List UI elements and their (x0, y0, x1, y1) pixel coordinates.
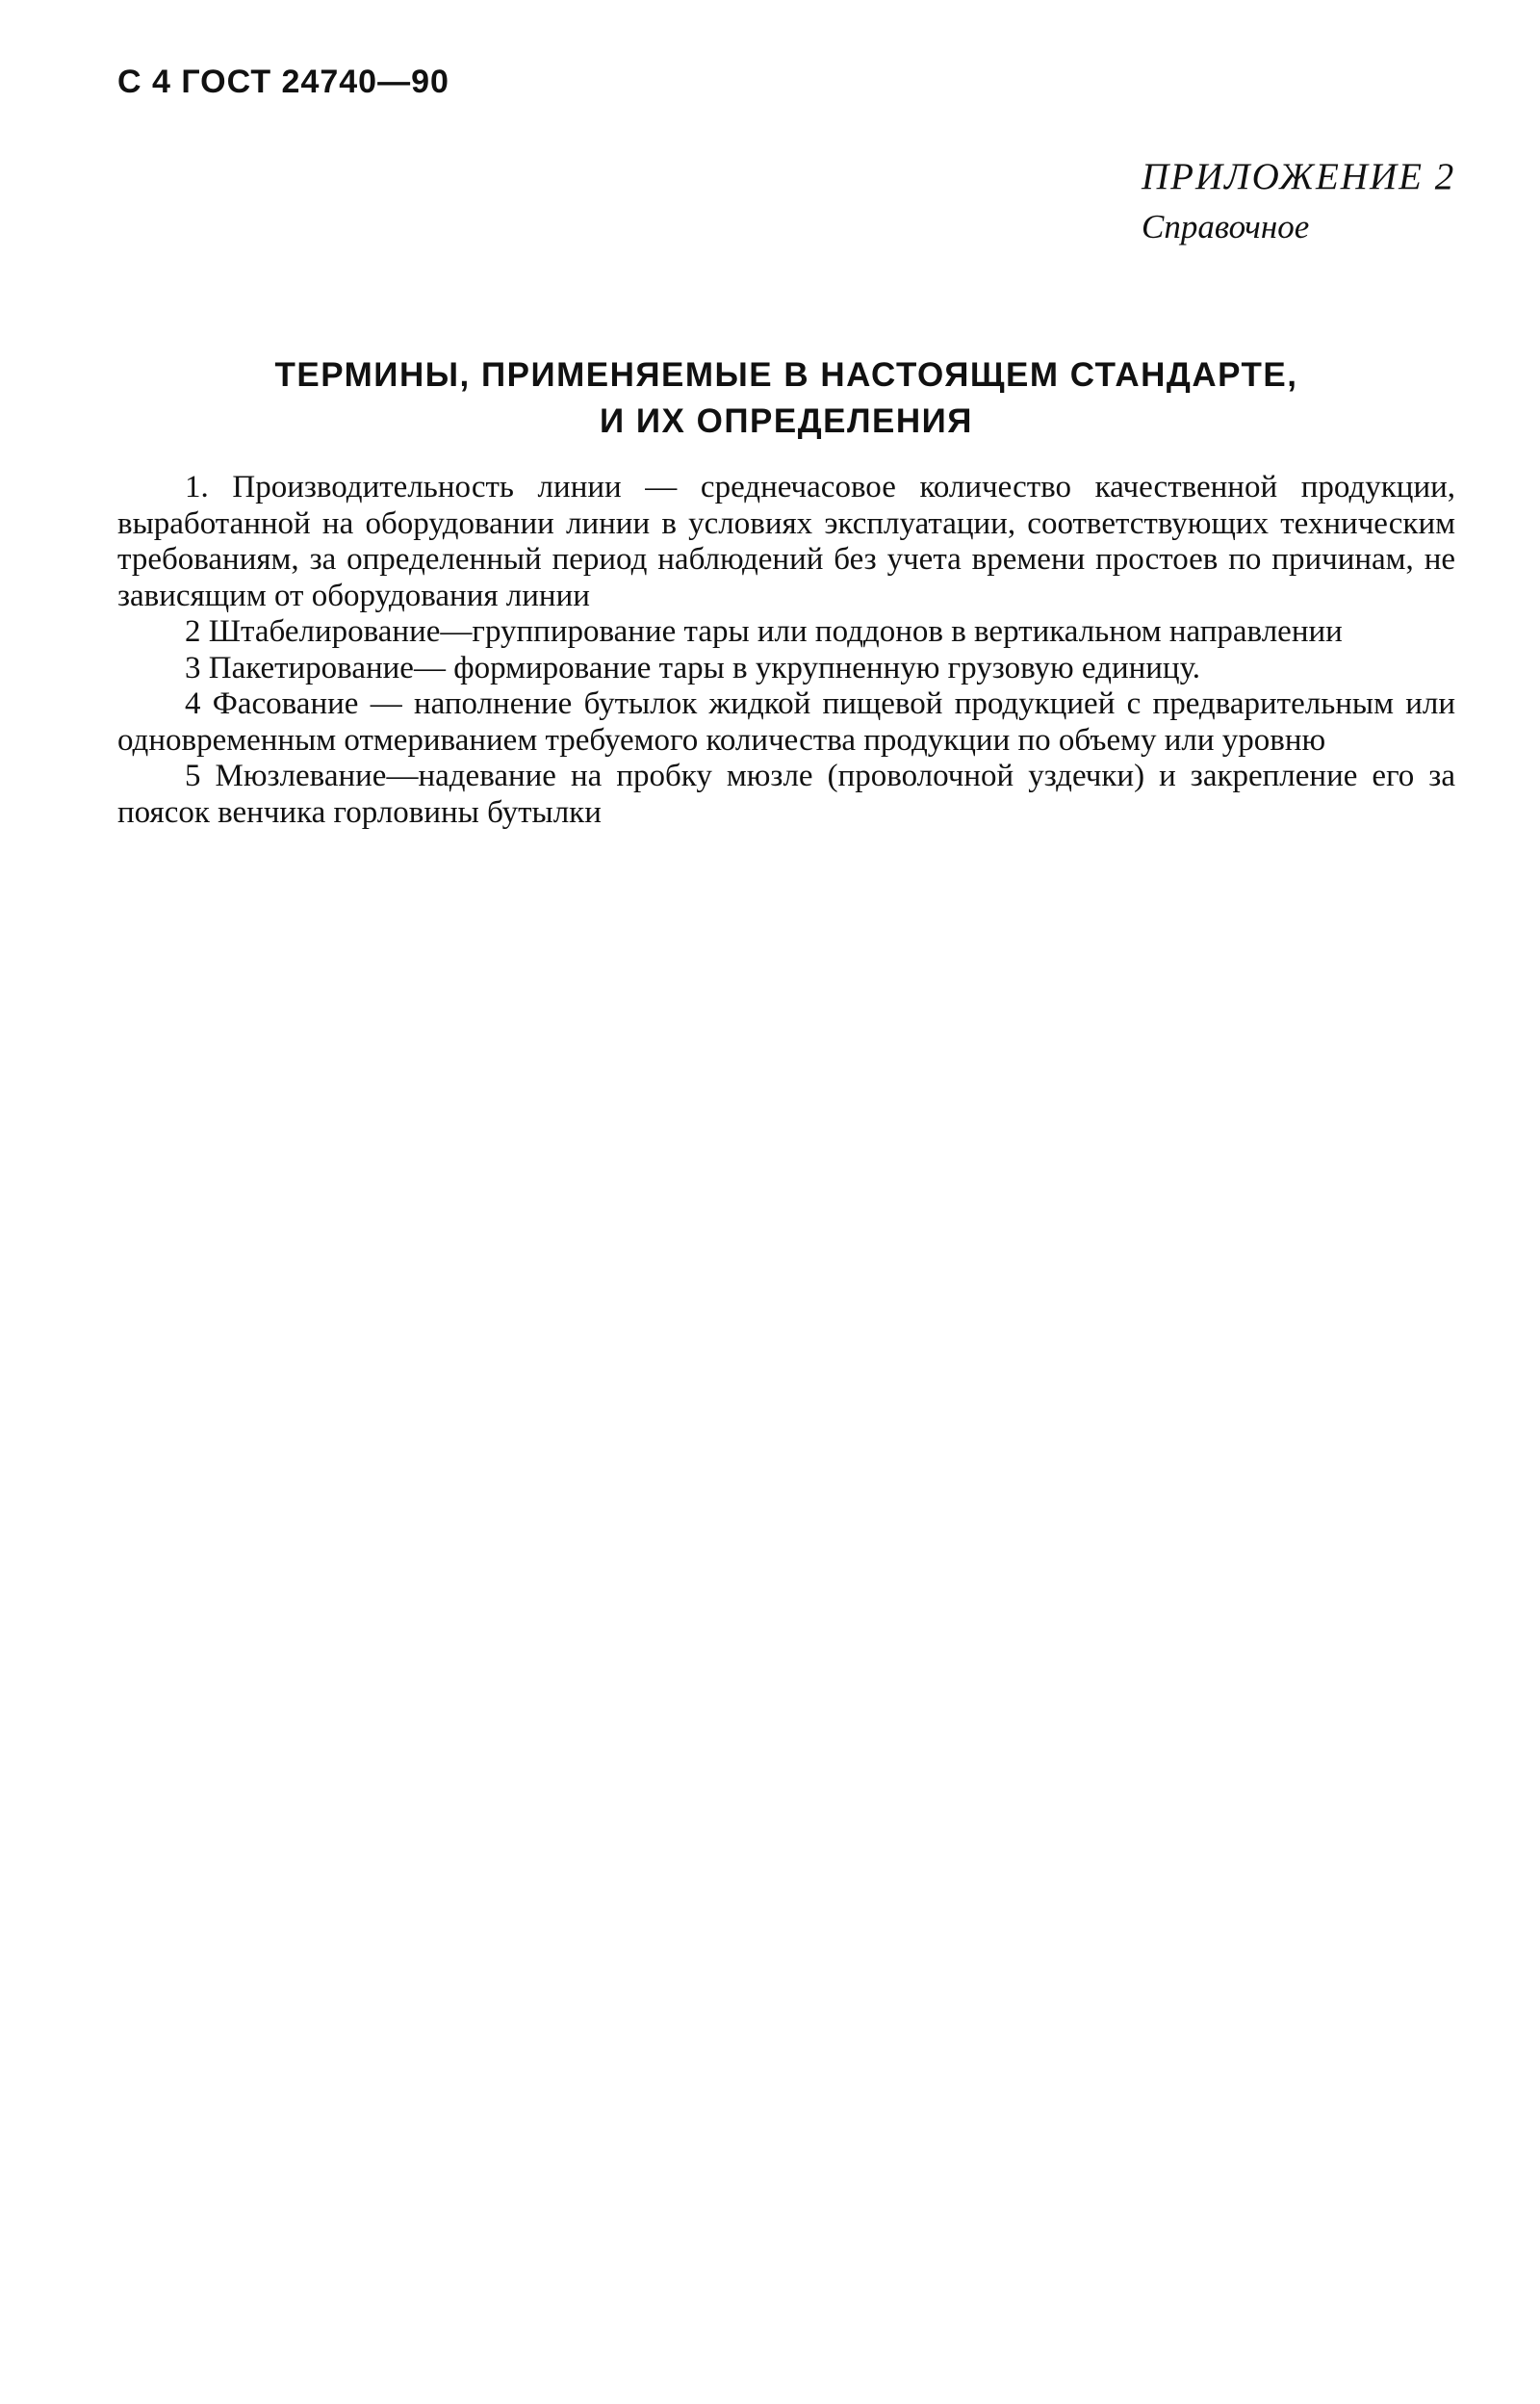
definition-item (117, 470, 1455, 614)
section-title (117, 352, 1455, 445)
page-ref: С 4 ГОСТ 24740—90 (117, 64, 449, 100)
definition-term: Фасование (212, 686, 359, 721)
definition-dash: — (645, 470, 678, 504)
definition-number: 3 (185, 650, 201, 685)
appendix-block (1142, 156, 1488, 248)
definition-number: 4 (185, 686, 201, 721)
appendix-label: ПРИЛОЖЕНИЕ 2 (1142, 156, 1456, 197)
definition-item (117, 614, 1455, 651)
section-title-line-1: ТЕРМИНЫ, ПРИМЕНЯЕМЫЕ В НАСТОЯЩЕМ СТАНДАРТЕ, (274, 356, 1298, 394)
definition-text: группирование тары или поддонов в вертикальном направлении (472, 614, 1343, 649)
definition-item (117, 686, 1455, 759)
section-title-line-2: И ИХ ОПРЕДЕЛЕНИЯ (600, 402, 973, 440)
definition-item (117, 651, 1455, 687)
page-header (117, 64, 449, 101)
definition-term: Производительность линии (232, 470, 622, 504)
definition-text: наполнение бутылок жидкой пищевой продукцией с предварительным или одновременным отмериванием требуемого количества продукции по объему или уровню (117, 686, 1456, 758)
definition-dash: — (440, 614, 473, 649)
definition-dash: — (413, 650, 446, 685)
definition-text: формирование тары в укрупненную грузовую единицу. (453, 650, 1201, 685)
definition-term: Мюзлевание (215, 759, 387, 793)
definition-text: среднечасовое количество качественной продукции, выработанной на оборудовании линии в условиях эксплуатации, соответствующих техническим требованиям, за определенный период наблюдений без учета времени простоев по причинам, не зависящим от оборудования линии (117, 470, 1456, 613)
definition-term: Штабелирование (208, 614, 441, 649)
definition-item (117, 759, 1455, 831)
definition-number: 2 (185, 614, 201, 649)
definitions-list (117, 470, 1455, 831)
definition-text: надевание на пробку мюзле (проволочной уздечки) и закрепление его за поясок венчика горловины бутылки (117, 759, 1455, 830)
definition-number: 5 (185, 759, 201, 793)
definition-number: 1. (185, 470, 209, 504)
definition-dash: — (370, 686, 402, 721)
definition-term: Пакетирование (208, 650, 414, 685)
appendix-type: Справочное (1142, 208, 1310, 246)
definition-dash: — (386, 759, 419, 793)
